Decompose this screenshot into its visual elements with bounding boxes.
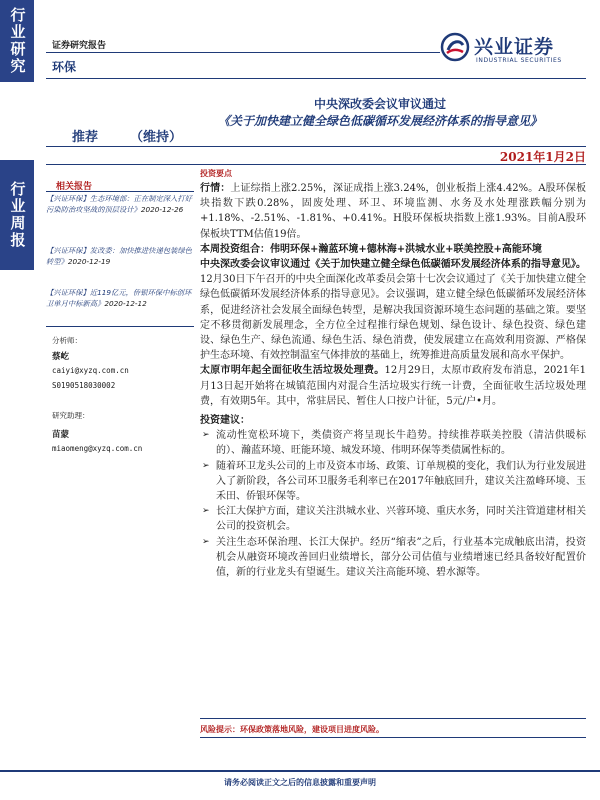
suggestion-heading: 投资建议： [200,415,250,427]
suggestion-list [200,428,586,580]
report-type-label: 证券研究报告 [52,41,107,51]
risk-divider-top [200,718,586,719]
assistant-name: 苗蒙 [52,430,70,440]
suggestion-item: ➢ 长江大保护方面，建议关注洪城水业、兴蓉环境、重庆水务，同时关注管道建材相关公司的投资机会。 [200,504,586,534]
related-divider [46,191,194,192]
report-title-line1: 中央深改委会议审议通过 [313,97,446,111]
side-tab-weekly-report: 行业周报 [0,160,34,270]
analyst-name: 蔡屹 [52,352,70,362]
related-reports-heading: 相关报告 [56,182,93,192]
analyst-divider [46,326,194,327]
rating-value: 推荐 [72,130,99,145]
news-paragraph-1: 中央深改委会议审议通过《关于加快建立健全绿色低碳循环发展经济体系的指导意见》。12月30日下午召开的中央全面深化改革委员会第十七次会议通过了《关于加快建立健全绿色低碳循环发展经济体系的指导意见》。会议强调，建立健全绿色低碳循环发展经济体系，促进经济社会发展全面绿色转型，是解决我国资源环境生态问题的基础之策。要坚定不移贯彻新发展理念，全方位全过程推行绿色规划、绿色设计、绿色投资、绿色建设、绿色生产、绿色流通、绿色生活、绿色消费，使发展建立在高效利用资源、严格保护生态环境、有效控制温室气体排放的基础上，统筹推进高质量发展和高水平保护。 [200,259,586,362]
rating-note: （维持） [130,130,183,145]
report-date: 2021年1月2日 [499,150,586,164]
title-divider [46,146,586,147]
risk-warning: 风险提示：环保政策落地风险，建设项目进度风险。 [200,725,384,734]
footer-disclaimer: 请务必阅读正文之后的信息披露和重要声明 [224,778,376,787]
logo-mark-icon [440,32,470,62]
suggestion-item: ➢ 关注生态环保治理、长江大保护。经历“缩表”之后，行业基本完成触底出清，投资机会从融资环境改善回归业绩增长，部分公司估值与业绩增速已经具备较好配置价值，新的行业龙头有望诞生。建议关注高能环境、碧水源等。 [200,535,586,581]
report-title-line2: 《关于加快建立健全绿色低碳循环发展经济体系的指导意见》 [217,114,542,128]
assistant-label: 研究助理： [52,411,90,420]
news-paragraph-2: 太原市明年起全面征收生活垃圾处理费。12月29日，太原市政府发布消息，2021年1月13日起开始将在城镇范围内对混合生活垃圾实行统一计费，全面征收生活垃圾处理费，有效期5年。其中，常驻居民、暂住人口按户计征，5元/户•月。 [200,365,587,407]
main-body [200,168,586,580]
header-rule [46,78,586,79]
investment-points-label: 投资要点 [200,169,232,178]
company-logo [440,30,588,70]
analyst-email[interactable]: caiyi@xyzq.com.cn [52,366,129,375]
risk-divider-bottom [200,737,586,738]
portfolio-paragraph: 本周投资组合：伟明环保+瀚蓝环境+德林海+洪城水业+联美控股+高能环境 [200,243,542,255]
date-divider [46,164,586,165]
analyst-label: 分析师： [52,336,82,345]
sector-label: 环保 [52,60,77,74]
logo-text-en: INDUSTRIAL SECURITIES [476,57,562,64]
footer-rule [0,770,600,772]
related-report-link[interactable]: 【兴证环保】发改委：加快推进快递包装绿色转型》2020-12-19 [46,246,192,266]
suggestion-item: ➢ 流动性宽松环境下，类债资产将呈现长牛趋势。持续推荐联美控股（清洁供暖标的）、瀚蓝环境、旺能环境、城发环境、伟明环保等类债属性标的。 [200,428,586,458]
market-paragraph: 行情：上证综指上涨2.25%，深证成指上涨3.24%，创业板指上涨4.42%。A股环保板块指数下跌0.28%，固废处理、环卫、环境监测、水务及水处理涨跌幅分别为+1.18%、-2.51%、-1.81%、+0.41%。H股环保板块指数上涨1.93%。目前A股环保板块TTM估值19倍。 [200,183,587,240]
analyst-cert-number: S0190518030002 [52,381,116,390]
header-divider [46,52,440,53]
related-report-link[interactable]: 【兴证环保】近119亿元，侨银环保中标创环卫单月中标新高》2020-12-12 [46,288,192,308]
side-tab-industry-research: 行业研究 [0,0,34,82]
logo-text-cn: 兴业证券 [474,36,555,58]
suggestion-item: ➢ 随着环卫龙头公司的上市及资本市场、政策、订单规模的变化，我们认为行业发展进入了新阶段，各公司环卫服务毛利率已在2017年触底回升，建议关注盈峰环境、玉禾田、侨银环保等。 [200,459,586,505]
related-report-link[interactable]: 【兴证环保】生态环境部：正在制定深入打好污染防治攻坚战的顶层设计》2020-12-26 [46,194,192,214]
assistant-email[interactable]: miaomeng@xyzq.com.cn [52,444,143,453]
